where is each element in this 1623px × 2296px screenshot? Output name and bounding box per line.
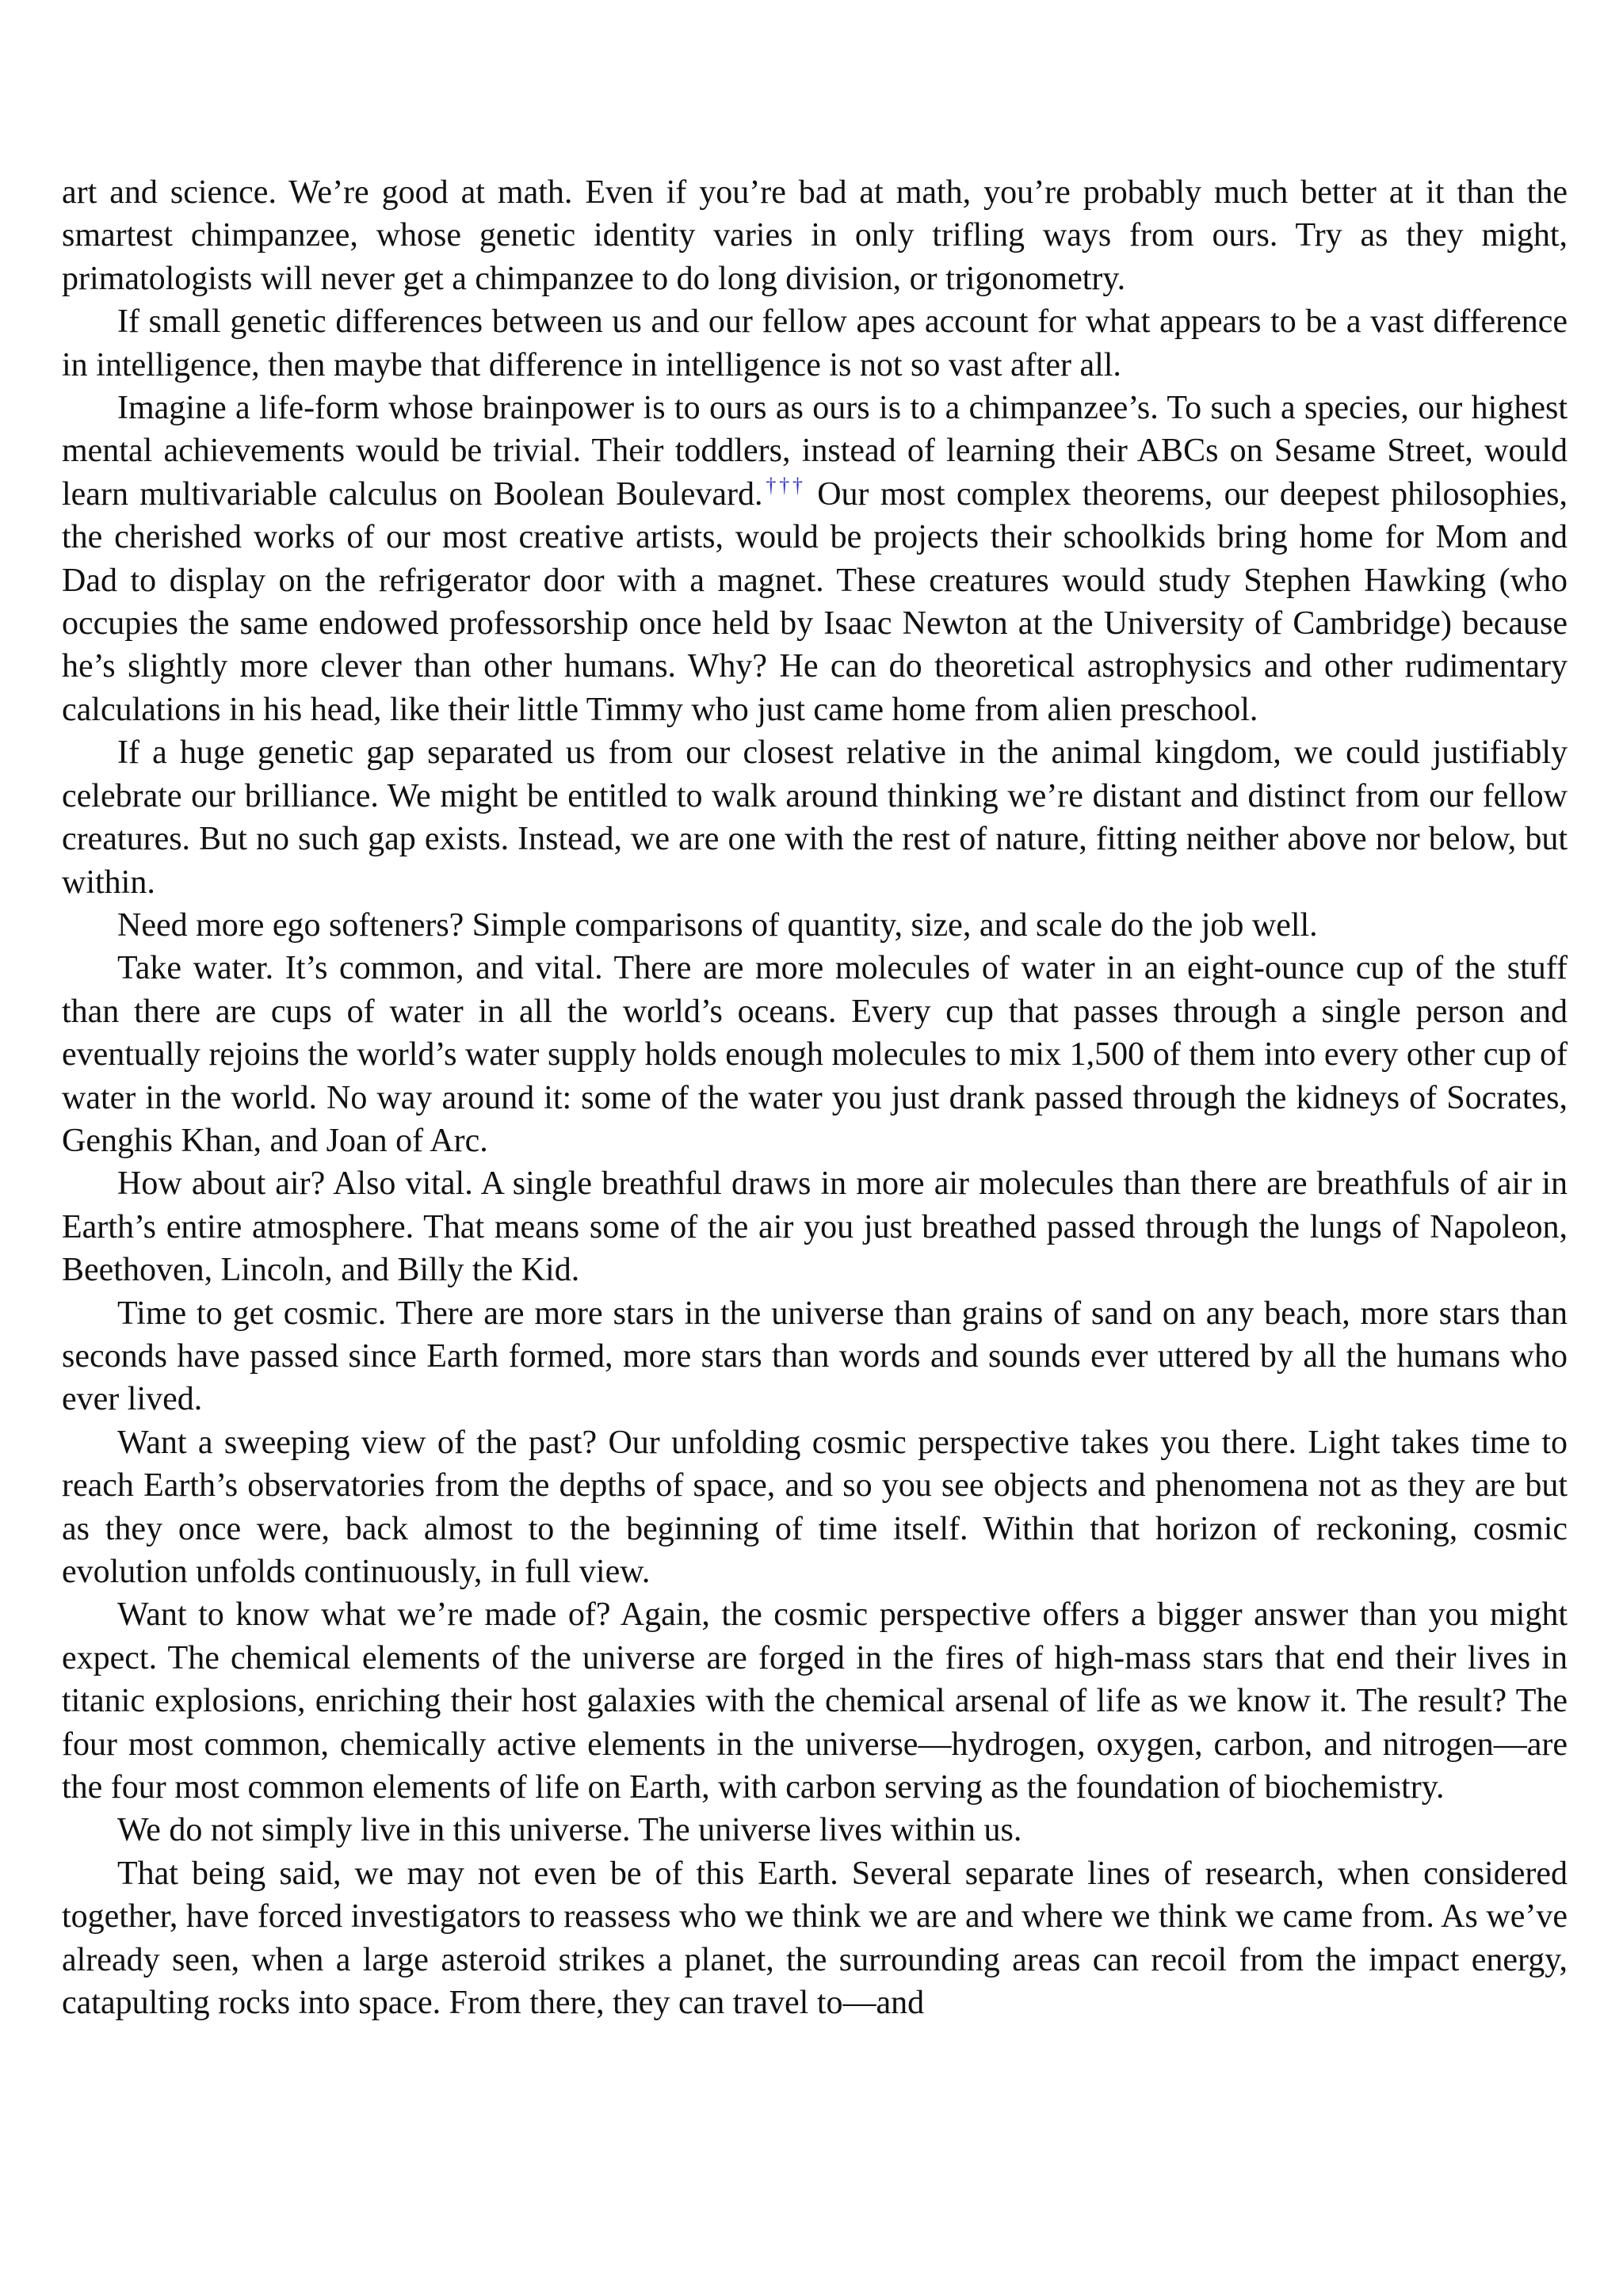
paragraph-3-text-after: Our most complex theorems, our deepest philosophies, the cherished works of our most creative artists, would be projects their schoolkids bring home for Mom and Dad to display on the refrigerator door with a magnet. These creatures would study Stephen Hawking (who occupies the same endowed professorship once held by Isaac Newton at the University of Cambridge) because he’s slightly more clever than other humans. Why? He can do theoretical astrophysics and other rudimentary calculations in his head, like their little Timmy who just came home from alien preschool.	[62, 475, 1568, 728]
paragraph-2: If small genetic differences between us and our fellow apes account for what appears to be a vast difference in intelligence, then maybe that difference in intelligence is not so vast after all.	[62, 303, 1568, 383]
paragraph-8: Time to get cosmic. There are more stars in the universe than grains of sand on any beach, more stars than seconds have passed since Earth formed, more stars than words and sounds ever uttered by all the humans who ever lived.	[62, 1295, 1568, 1418]
paragraph-7: How about air? Also vital. A single breathful draws in more air molecules than there are breathfuls of air in Earth’s entire atmosphere. That means some of the air you just breathed passed through the lungs of Napoleon, Beethoven, Lincoln, and Billy the Kid.	[62, 1165, 1568, 1289]
footnote-link[interactable]: †††	[762, 473, 806, 497]
paragraph-12: That being said, we may not even be of this Earth. Several separate lines of research, when considered together, have forced investigators to reassess who we think we are and where we think we came from. As we’ve already seen, when a large asteroid strikes a planet, the surrounding areas can recoil from the impact energy, catapulting rocks into space. From there, they can travel to—and	[62, 1855, 1568, 2022]
paragraph-4: If a huge genetic gap separated us from our closest relative in the animal kingdom, we could justifiably celebrate our brilliance. We might be entitled to walk around thinking we’re distant and distinct from our fellow creatures. But no such gap exists. Instead, we are one with the rest of nature, fitting neither above nor below, but within.	[62, 734, 1568, 901]
paragraph-5: Need more ego softeners? Simple comparisons of quantity, size, and scale do the job well.	[117, 906, 1318, 944]
paragraph-3-text-before: Imagine a life-form whose brainpower is to ours as ours is to a chimpanzee’s. To such a species, our highest mental achievements would be trivial. Their toddlers, instead of learning their ABCs on Sesame Street, would learn multivariable calculus on Boolean Boulevard.	[62, 390, 1568, 513]
paragraph-11: We do not simply live in this universe. The universe lives within us.	[117, 1812, 1022, 1849]
paragraph-6: Take water. It’s common, and vital. There are more molecules of water in an eight-ounce cup of the stuff than there are cups of water in all the world’s oceans. Every cup that passes through a single person and eventually rejoins the world’s water supply holds enough molecules to mix 1,500 of them into every other cup of water in the world. No way around it: some of the water you just drank passed through the kidneys of Socrates, Genghis Khan, and Joan of Arc.	[62, 950, 1568, 1159]
paragraph-10: Want to know what we’re made of? Again, the cosmic perspective offers a bigger answer than you might expect. The chemical elements of the universe are forged in the fires of high-mass stars that end their lives in titanic explosions, enriching their host galaxies with the chemical arsenal of life as we know it. The result? The four most common, chemically active elements in the universe—hydrogen, oxygen, carbon, and nitrogen—are the four most common elements of life on Earth, with carbon serving as the foundation of biochemistry.	[62, 1596, 1568, 1806]
paragraph-9: Want a sweeping view of the past? Our unfolding cosmic perspective takes you there. Light takes time to reach Earth’s observatories from the depths of space, and so you see objects and phenomena not as they are but as they once were, back almost to the beginning of time itself. Within that horizon of reckoning, cosmic evolution unfolds continuously, in full view.	[62, 1424, 1568, 1590]
book-page	[62, 171, 1568, 2024]
paragraph-1: art and science. We’re good at math. Even if you’re bad at math, you’re probably much better at it than the smartest chimpanzee, whose genetic identity varies in only trifling ways from ours. Try as they might, primatologists will never get a chimpanzee to do long division, or trigonometry.	[62, 174, 1568, 297]
paragraph-3	[62, 387, 1568, 731]
